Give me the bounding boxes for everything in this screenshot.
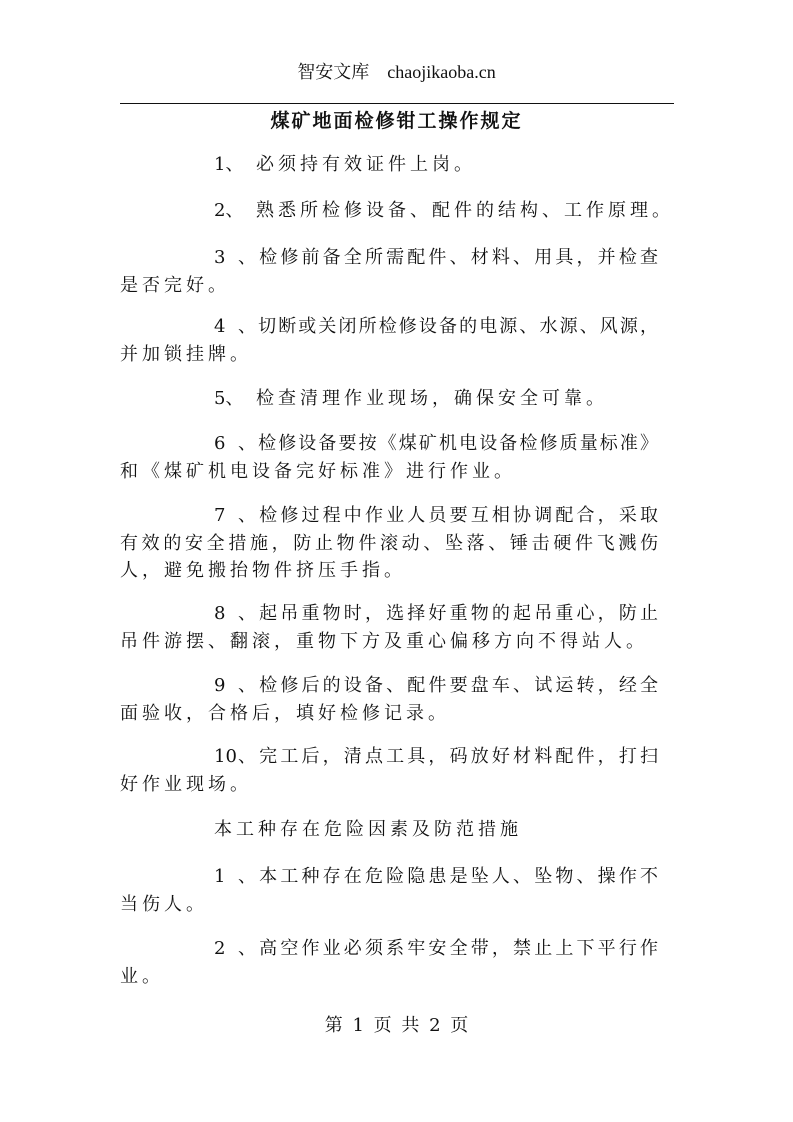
item-text: 当伤人。 [120, 893, 208, 915]
paragraph-line [120, 891, 658, 919]
item-text: 必须持有效证件上岗。 [256, 154, 476, 175]
item-text: 检查清理作业现场，确保安全可靠。 [256, 388, 608, 409]
section-heading: 本工种存在危险因素及防范措施 [214, 819, 522, 840]
paragraph-line [120, 672, 658, 700]
paragraph-line [120, 600, 658, 628]
item-text: 熟悉所检修设备、配件的结构、工作原理。 [256, 200, 674, 221]
document-title: 煤矿地面检修钳工操作规定 [270, 110, 523, 132]
item-text: 本工种存在危险隐患是坠人、坠物、操作不 [256, 866, 658, 887]
paragraph-line [120, 458, 658, 486]
rule-item-7 [120, 502, 658, 585]
rule-item-3 [120, 244, 658, 299]
item-number: 2、 [214, 938, 256, 959]
section-heading-block [120, 816, 658, 844]
item-text: 完工后，清点工具，码放好材料配件，打扫 [256, 746, 658, 767]
paragraph-line [120, 502, 658, 530]
item-number: 8、 [214, 603, 256, 624]
rule-item-4 [120, 313, 658, 368]
item-text: 是否完好。 [120, 274, 230, 296]
item-text: 检修设备要按《煤矿机电设备检修质量标准》 [256, 433, 658, 454]
paragraph-line [120, 313, 658, 341]
hazard-item-1 [120, 863, 658, 918]
header-rule [120, 103, 674, 104]
paragraph-line [120, 771, 658, 799]
rule-item-9 [120, 672, 658, 727]
item-text: 和《煤矿机电设备完好标准》进行作业。 [120, 460, 516, 482]
page-footer: 第 1 页 共 2 页 [324, 1015, 469, 1036]
item-text: 好作业现场。 [120, 773, 252, 795]
paragraph-line [120, 935, 658, 963]
item-number: 9、 [214, 675, 256, 696]
paragraph-line [120, 700, 658, 728]
rule-item-6 [120, 430, 658, 485]
item-text: 切断或关闭所检修设备的电源、水源、风源， [256, 316, 658, 337]
page-header [0, 58, 793, 84]
paragraph-line [120, 963, 658, 991]
item-number: 6、 [214, 433, 256, 454]
rule-item-5 [120, 385, 658, 413]
paragraph-line [120, 743, 658, 771]
item-text: 人，避免搬抬物件挤压手指。 [120, 560, 406, 581]
item-number: 7、 [214, 505, 256, 526]
item-text: 吊件游摆、翻滚，重物下方及重心偏移方向不得站人。 [120, 630, 648, 652]
item-text: 检修前备全所需配件、材料、用具，并检查 [256, 247, 658, 268]
item-number: 10、 [214, 746, 256, 767]
item-text: 并加锁挂牌。 [120, 343, 252, 365]
item-number: 5、 [214, 388, 244, 409]
item-text: 高空作业必须系牢安全带，禁止上下平行作 [256, 938, 658, 959]
rule-item-1 [120, 151, 658, 179]
paragraph-line [120, 628, 658, 656]
paragraph-line [120, 272, 658, 300]
header-domain: chaojikaoba.cn [387, 62, 496, 82]
paragraph-line [120, 557, 658, 585]
paragraph-line [120, 197, 674, 225]
rule-item-8 [120, 600, 658, 655]
item-number: 3、 [214, 247, 256, 268]
item-number: 4、 [214, 316, 256, 337]
item-text: 面验收，合格后，填好检修记录。 [120, 702, 450, 724]
item-text: 有效的安全措施，防止物件滚动、坠落、锤击硬件飞溅伤 [120, 532, 658, 554]
item-text: 起吊重物时，选择好重物的起吊重心，防止 [256, 603, 658, 624]
paragraph-line [120, 863, 658, 891]
item-number: 1、 [214, 154, 244, 175]
rule-item-2 [120, 197, 674, 225]
item-text: 检修过程中作业人员要互相协调配合，采取 [256, 505, 658, 526]
header-site: 智安文库 [297, 62, 370, 82]
rule-item-10 [120, 743, 658, 798]
paragraph-line [120, 151, 658, 179]
hazard-item-2 [120, 935, 658, 990]
item-text: 业。 [120, 965, 164, 987]
item-number: 2、 [214, 200, 244, 221]
paragraph-line [120, 341, 658, 369]
item-text: 检修后的设备、配件要盘车、试运转，经全 [256, 675, 658, 696]
paragraph-line [120, 385, 658, 413]
item-number: 1、 [214, 866, 256, 887]
paragraph-line [120, 530, 658, 558]
paragraph-line [120, 244, 658, 272]
paragraph-line [120, 430, 658, 458]
